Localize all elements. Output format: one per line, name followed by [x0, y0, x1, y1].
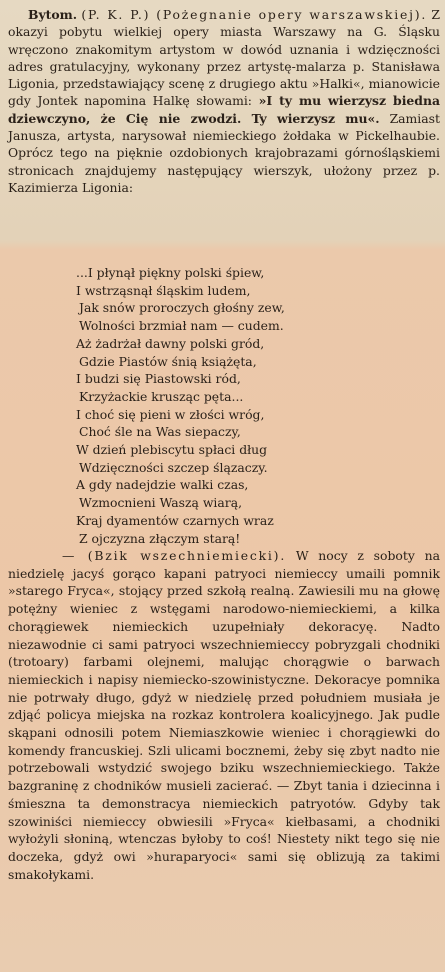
article-place: Bytom.	[28, 7, 78, 22]
poem-line: Aż żadrżał dawny polski gród,	[76, 335, 265, 351]
article-text-a: Z okazyi pobytu wielkiej opery miasta Warszawy na G. Śląsku wręczono znakomitym artystom w dowód uznania i wdzięczności adres gratulacyjny, wykonany przez artystę-malarza p. Stanisława Ligonia, przedstawiający scenę z drugiego aktu »Halki«, mianowicie gdy Jontek napomina Halkę słowami:	[8, 7, 440, 109]
poem-line: W dzień plebiscytu spłaci dług	[76, 442, 268, 458]
poem-line: A gdy nadejdzie walki czas,	[76, 477, 249, 493]
poem-line: Z ojczyzna złączym starą!	[79, 530, 241, 546]
poem-line: Wdzięczności szczep ślązaczy.	[79, 459, 268, 475]
article-bzik-body: W nocy z soboty na niedzielę jacyś gorąco kapani patryoci niemieccy umaili pomnik »starego Fryca«, stojący przed szkołą realną. Zawiesili mu na głowę potężny wieniec z wstęgami narodowo-niemieckiemi, a kilka chorągiewek niemieckich uzupełniały dekoracyę. Nadto niezawodnie ci sami patryoci wszechniemieccy pobryzgali chodniki (trotoary) farbami olejnemi, malując chorągwie o barwach niemieckich i napisy niemiecko-szowinistyczne. Dekoracye pomnika nie potrwały długo, gdyż w niedzielę przed południem musiała je zdjąć policya miejska na rozkaz kontrolera koalicyjnego. Jak pudle skąpani odnosili potem Niemiaszkowie wieniec i chorągiewki do komendy francuskiej. Szli ulicami bocznemi, żeby się zbyt nadto nie potrzebowali wstydzić swojego bziku wszechniemieckiego. Także bazgraninę z chodników musieli zacierać. — Zbyt tania i dziecinna i śmieszna ta demonstracya niemieckich patryotów. Gdyby tak szowiniści niemieccy obwiesili »Fryca« kiełbasami, a chodniki wyłożyli słoniną, wtenczas byłoby to coś! Niestety nikt tego się nie doczeka, gdyż owi »huraparyoci« sami się oblizują za takimi smakołykami.	[8, 548, 440, 882]
poem-line: Jak snów proroczych głośny zew,	[79, 300, 285, 316]
article-opera-farewell	[8, 6, 440, 196]
poem-line: I budzi się Piastowski ród,	[76, 371, 241, 387]
article-topic: (P. K. P.) (Pożegnanie opery warszawskiej).	[81, 7, 428, 22]
poem-line: Gdzie Piastów śnią książęta,	[79, 353, 257, 369]
article-bzik	[8, 547, 440, 883]
poem-line: Krzyżackie krusząc pęta...	[79, 388, 244, 404]
poem	[76, 264, 406, 547]
article-quote: »I ty mu wierzysz biedna dziewczyno, że Cię nie zwodzi. Ty wierzysz mu«.	[8, 93, 440, 126]
article-text-b: Zamiast Janusza, artysta, narysował niemieckiego żołdaka w Pickelhaubie. Oprócz tego na pięknie ozdobionych krajobrazami górnośląskiemi stronicach znajdujemy następujący wierszyk, ułożony przez p. Kazimierza Ligonia:	[8, 110, 440, 195]
poem-line: ...I płynął piękny polski śpiew,	[76, 265, 265, 280]
poem-line: Kraj dyamentów czarnych wraz	[76, 512, 274, 528]
poem-line: I wstrząsnął śląskim ludem,	[76, 282, 251, 298]
poem-line: Choć śle na Was siepaczy,	[79, 424, 241, 440]
poem-line: Wzmocnieni Waszą wiarą,	[79, 495, 243, 511]
poem-line: I choć się pieni w złości wróg,	[76, 406, 265, 422]
article-bzik-title: — (Bzik wszechniemiecki).	[62, 548, 287, 563]
poem-line: Wolności brzmiał nam — cudem.	[79, 318, 284, 334]
